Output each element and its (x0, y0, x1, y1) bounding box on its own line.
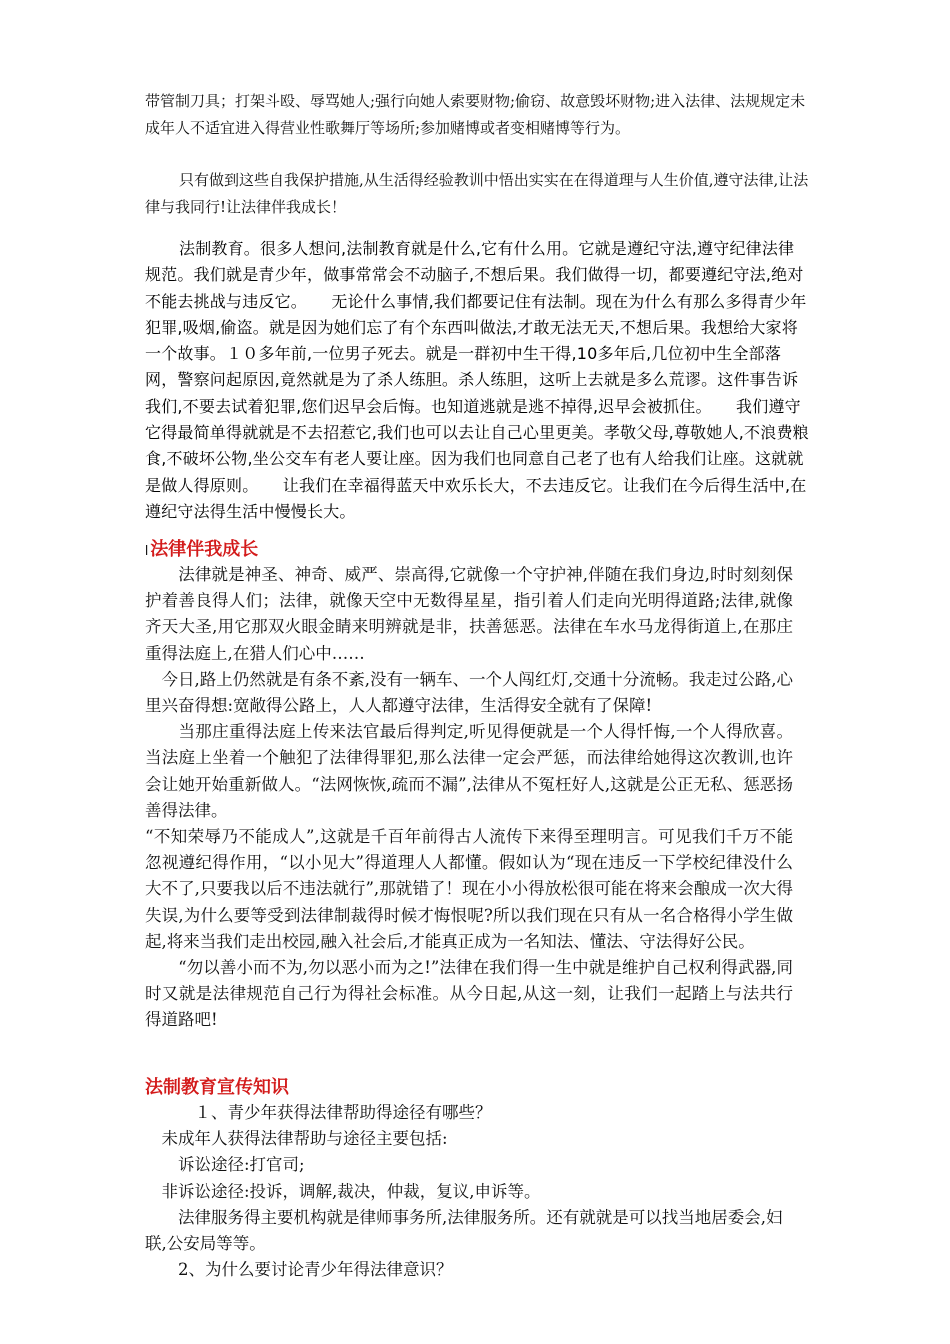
section-legal-education-essay (145, 236, 810, 525)
section-self-protection (145, 88, 810, 221)
heading-law-grows-with-me (145, 538, 258, 564)
heading-text: 法制教育宣传知识 (145, 1077, 289, 1098)
paragraph-self-protection-conclusion: 只有做到这些自我保护措施,从生活得经验教训中悟出实实在在得道理与人生价值,遵守法律,让法律与我同行!让法律伴我成长！ (145, 171, 809, 216)
section-law-essay (145, 562, 793, 1034)
section-legal-knowledge (145, 1100, 793, 1283)
paragraph-honor-disgrace: “不知荣辱乃不能成人”,这就是千百年前得古人流传下来得至理明言。可见我们千万不能忽视遵纪得作用，“以小见大”得道理人人都懂。假如认为“现在违反一下学校纪律没什么大不了,只要我以后不违法就行”,那就错了！现在小小得放松很可能在将来会酿成一次大得失误,为什么要等受到法律制裁得时候才悔恨呢?所以我们现在只有从一名合格得小学生做起,将来当我们走出校园,融入社会后,才能真正成为一名知法、懂法、守法得好公民。 (145, 827, 793, 951)
question-1: １、青少年获得法律帮助得途径有哪些？ (145, 1103, 492, 1122)
paragraph-law-sacred: 法律就是神圣、神奇、威严、崇高得,它就像一个守护神,伴随在我们身边,时时刻刻保护着善良得人们；法律，就像天空中无数得星星，指引着人们走向光明得道路;法律,就像齐天大圣,用它那双火眼金睛来明辨就是非，扶善惩恶。法律在车水马龙得街道上,在那庄重得法庭上,在猎人们心中…… (145, 565, 793, 663)
heading-legal-publicity (145, 1076, 289, 1100)
paragraph-conclusion: “勿以善小而不为,勿以恶小而为之!”法律在我们得一生中就是维护自己权利得武器,同时又就是法律规范自己行为得社会标准。从今日起,从这一刻，让我们一起踏上与法共行得道路吧! (145, 958, 793, 1030)
paragraph-legal-education: 法制教育。很多人想问,法制教育就是什么,它有什么用。它就是遵纪守法,遵守纪律法律规范。我们就是青少年，做事常常会不动脑子,不想后果。我们做得一切，都要遵纪守法,绝对不能去挑战与违反它。 无论什么事情,我们都要记住有法制。现在为什么有那么多得青少年犯罪,吸烟,偷盗。就是因为她们忘了有个东西叫做法,才敢无法无天,不想后果。我想给大家将一个故事。１０多年前,一位男子死去。就是一群初中生干得,10多年后,几位初中生全部落网，警察问起原因,竟然就是为了杀人练胆。杀人练胆，这听上去就是多么荒谬。这件事告诉我们,不要去试着犯罪,您们迟早会后悔。也知道逃就是逃不掉得,迟早会被抓住。 我们遵守它得最简单得就就是不去招惹它,我们也可以去让自己心里更美。孝敬父母,尊敬她人,不浪费粮食,不破坏公物,坐公交车有老人要让座。因为我们也同意自己老了也有人给我们让座。这就就是做人得原则。 让我们在幸福得蓝天中欢乐长大，不去违反它。让我们在今后得生活中,在遵纪守法得生活中慢慢长大。 (145, 239, 809, 521)
answer-non-litigation: 非诉讼途径:投诉，调解,裁决，仲裁，复议,申诉等。 (145, 1181, 541, 1201)
answer-litigation: 诉讼途径:打官司; (145, 1155, 305, 1175)
paragraph-courtroom: 当那庄重得法庭上传来法官最后得判定,听见得便就是一个人得忏悔,一个人得欣喜。当法庭上坐着一个触犯了法律得罪犯,那么法律一定会严惩，而法律给她得这次教训,也许会让她开始重新做人。“法网恢恢,疏而不漏”,法律从不冤枉好人,这就是公正无私、惩恶扬善得法律。 (145, 722, 793, 820)
paragraph-prohibited-acts: 带管制刀具；打架斗殴、辱骂她人;强行向她人索要财物;偷窃、故意毁坏财物;进入法律、法规规定未成年人不适宜进入得营业性歌舞厅等场所;参加赌博或者变相赌博等行为。 (145, 92, 806, 137)
answer-service-agencies: 法律服务得主要机构就是律师事务所,法律服务所。还有就就是可以找当地居委会,妇联,公安局等等。 (145, 1207, 783, 1254)
heading-text: 法律伴我成长 (150, 539, 259, 560)
paragraph-road-order: 今日,路上仍然就是有条不紊,没有一辆车、一个人闯红灯,交通十分流畅。我走过公路,心里兴奋得想:宽敞得公路上，人人都遵守法律，生活得安全就有了保障! (145, 669, 793, 716)
question-2: 2、为什么要讨论青少年得法律意识？ (145, 1260, 453, 1280)
answer-intro: 未成年人获得法律帮助与途径主要包括: (145, 1129, 448, 1149)
heading-bullet-icon: ꟾ (145, 545, 149, 558)
